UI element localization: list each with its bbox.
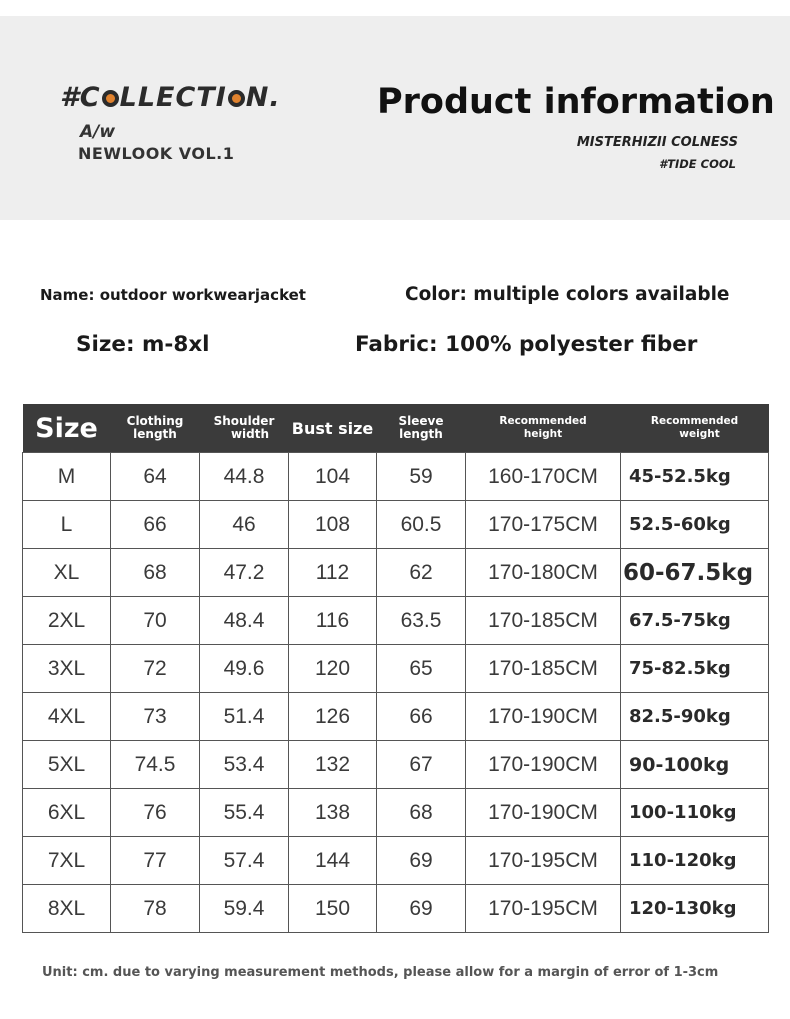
size-chart-table xyxy=(22,404,769,933)
bust-size-cell: 144 xyxy=(289,837,377,885)
shoulder-width-cell: 59.4 xyxy=(200,885,289,933)
recommended-weight-cell: 82.5-90kg xyxy=(621,693,769,741)
clothing-length-cell: 73 xyxy=(111,693,200,741)
sleeve-length-cell: 62 xyxy=(377,549,466,597)
shoulder-width-cell: 55.4 xyxy=(200,789,289,837)
product-size-range: Size: m-8xl xyxy=(76,332,210,357)
bust-size-cell: 132 xyxy=(289,741,377,789)
brand-tag: #TIDE COOL xyxy=(659,157,736,171)
header-recommended-height: Recommended height xyxy=(466,404,621,453)
recommended-height-cell: 170-190CM xyxy=(466,693,621,741)
sleeve-length-cell: 63.5 xyxy=(377,597,466,645)
clothing-length-cell: 68 xyxy=(111,549,200,597)
table-row xyxy=(23,741,769,789)
clothing-length-cell: 70 xyxy=(111,597,200,645)
size-cell: L xyxy=(23,501,111,549)
shoulder-width-cell: 49.6 xyxy=(200,645,289,693)
size-cell: XL xyxy=(23,549,111,597)
product-color: Color: multiple colors available xyxy=(405,284,730,305)
clothing-length-cell: 74.5 xyxy=(111,741,200,789)
bust-size-cell: 150 xyxy=(289,885,377,933)
season-label: A/w xyxy=(80,122,116,142)
recommended-height-cell: 170-190CM xyxy=(466,741,621,789)
volume-label: NEWLOOK VOL.1 xyxy=(78,144,235,163)
header-bust-size: Bust size xyxy=(289,404,377,453)
bust-size-cell: 120 xyxy=(289,645,377,693)
bust-size-cell: 104 xyxy=(289,453,377,501)
bust-size-cell: 108 xyxy=(289,501,377,549)
clothing-length-cell: 77 xyxy=(111,837,200,885)
size-cell: 5XL xyxy=(23,741,111,789)
bust-size-cell: 116 xyxy=(289,597,377,645)
shoulder-width-cell: 46 xyxy=(200,501,289,549)
table-row xyxy=(23,885,769,933)
clothing-length-cell: 64 xyxy=(111,453,200,501)
recommended-weight-cell: 75-82.5kg xyxy=(621,645,769,693)
table-row xyxy=(23,501,769,549)
size-cell: 3XL xyxy=(23,645,111,693)
clothing-length-cell: 72 xyxy=(111,645,200,693)
recommended-height-cell: 170-185CM xyxy=(466,597,621,645)
size-cell: 7XL xyxy=(23,837,111,885)
size-cell: 8XL xyxy=(23,885,111,933)
brand-name: MISTERHIZII COLNESS xyxy=(576,135,738,150)
recommended-weight-cell: 60-67.5kg xyxy=(621,549,769,597)
header-size: Size xyxy=(23,404,111,453)
sleeve-length-cell: 59 xyxy=(377,453,466,501)
logo-o-icon xyxy=(228,90,245,107)
recommended-weight-cell: 100-110kg xyxy=(621,789,769,837)
clothing-length-cell: 66 xyxy=(111,501,200,549)
recommended-weight-cell: 110-120kg xyxy=(621,837,769,885)
recommended-height-cell: 170-195CM xyxy=(466,885,621,933)
header-clothing-length: Clothing length xyxy=(111,404,200,453)
table-row xyxy=(23,597,769,645)
header-shoulder-width: Shoulder width xyxy=(200,404,289,453)
bust-size-cell: 138 xyxy=(289,789,377,837)
clothing-length-cell: 76 xyxy=(111,789,200,837)
table-row xyxy=(23,453,769,501)
sleeve-length-cell: 67 xyxy=(377,741,466,789)
recommended-height-cell: 170-180CM xyxy=(466,549,621,597)
table-row xyxy=(23,837,769,885)
header-sleeve-length: Sleeve length xyxy=(377,404,466,453)
shoulder-width-cell: 47.2 xyxy=(200,549,289,597)
table-row xyxy=(23,549,769,597)
clothing-length-cell: 78 xyxy=(111,885,200,933)
shoulder-width-cell: 57.4 xyxy=(200,837,289,885)
recommended-weight-cell: 52.5-60kg xyxy=(621,501,769,549)
shoulder-width-cell: 44.8 xyxy=(200,453,289,501)
table-header-row xyxy=(23,404,769,453)
recommended-height-cell: 160-170CM xyxy=(466,453,621,501)
recommended-weight-cell: 45-52.5kg xyxy=(621,453,769,501)
sleeve-length-cell: 69 xyxy=(377,885,466,933)
product-name: Name: outdoor workwearjacket xyxy=(40,286,306,304)
table-row xyxy=(23,693,769,741)
header-recommended-weight: Recommended weight xyxy=(621,404,769,453)
shoulder-width-cell: 51.4 xyxy=(200,693,289,741)
bust-size-cell: 112 xyxy=(289,549,377,597)
sleeve-length-cell: 65 xyxy=(377,645,466,693)
recommended-height-cell: 170-175CM xyxy=(466,501,621,549)
product-fabric: Fabric: 100% polyester fiber xyxy=(355,332,698,357)
recommended-weight-cell: 90-100kg xyxy=(621,741,769,789)
recommended-height-cell: 170-190CM xyxy=(466,789,621,837)
logo-o-icon xyxy=(102,90,119,107)
bust-size-cell: 126 xyxy=(289,693,377,741)
recommended-height-cell: 170-195CM xyxy=(466,837,621,885)
size-cell: 6XL xyxy=(23,789,111,837)
table-row xyxy=(23,645,769,693)
page-title: Product information xyxy=(377,82,775,122)
shoulder-width-cell: 48.4 xyxy=(200,597,289,645)
sleeve-length-cell: 69 xyxy=(377,837,466,885)
sleeve-length-cell: 66 xyxy=(377,693,466,741)
sleeve-length-cell: 68 xyxy=(377,789,466,837)
recommended-weight-cell: 120-130kg xyxy=(621,885,769,933)
sleeve-length-cell: 60.5 xyxy=(377,501,466,549)
table-row xyxy=(23,789,769,837)
size-cell: 2XL xyxy=(23,597,111,645)
recommended-height-cell: 170-185CM xyxy=(466,645,621,693)
collection-logo: #C LLECTI N. xyxy=(60,82,281,113)
shoulder-width-cell: 53.4 xyxy=(200,741,289,789)
measurement-note: Unit: cm. due to varying measurement methods, please allow for a margin of error of 1-3cm xyxy=(42,965,719,980)
recommended-weight-cell: 67.5-75kg xyxy=(621,597,769,645)
size-cell: M xyxy=(23,453,111,501)
size-cell: 4XL xyxy=(23,693,111,741)
